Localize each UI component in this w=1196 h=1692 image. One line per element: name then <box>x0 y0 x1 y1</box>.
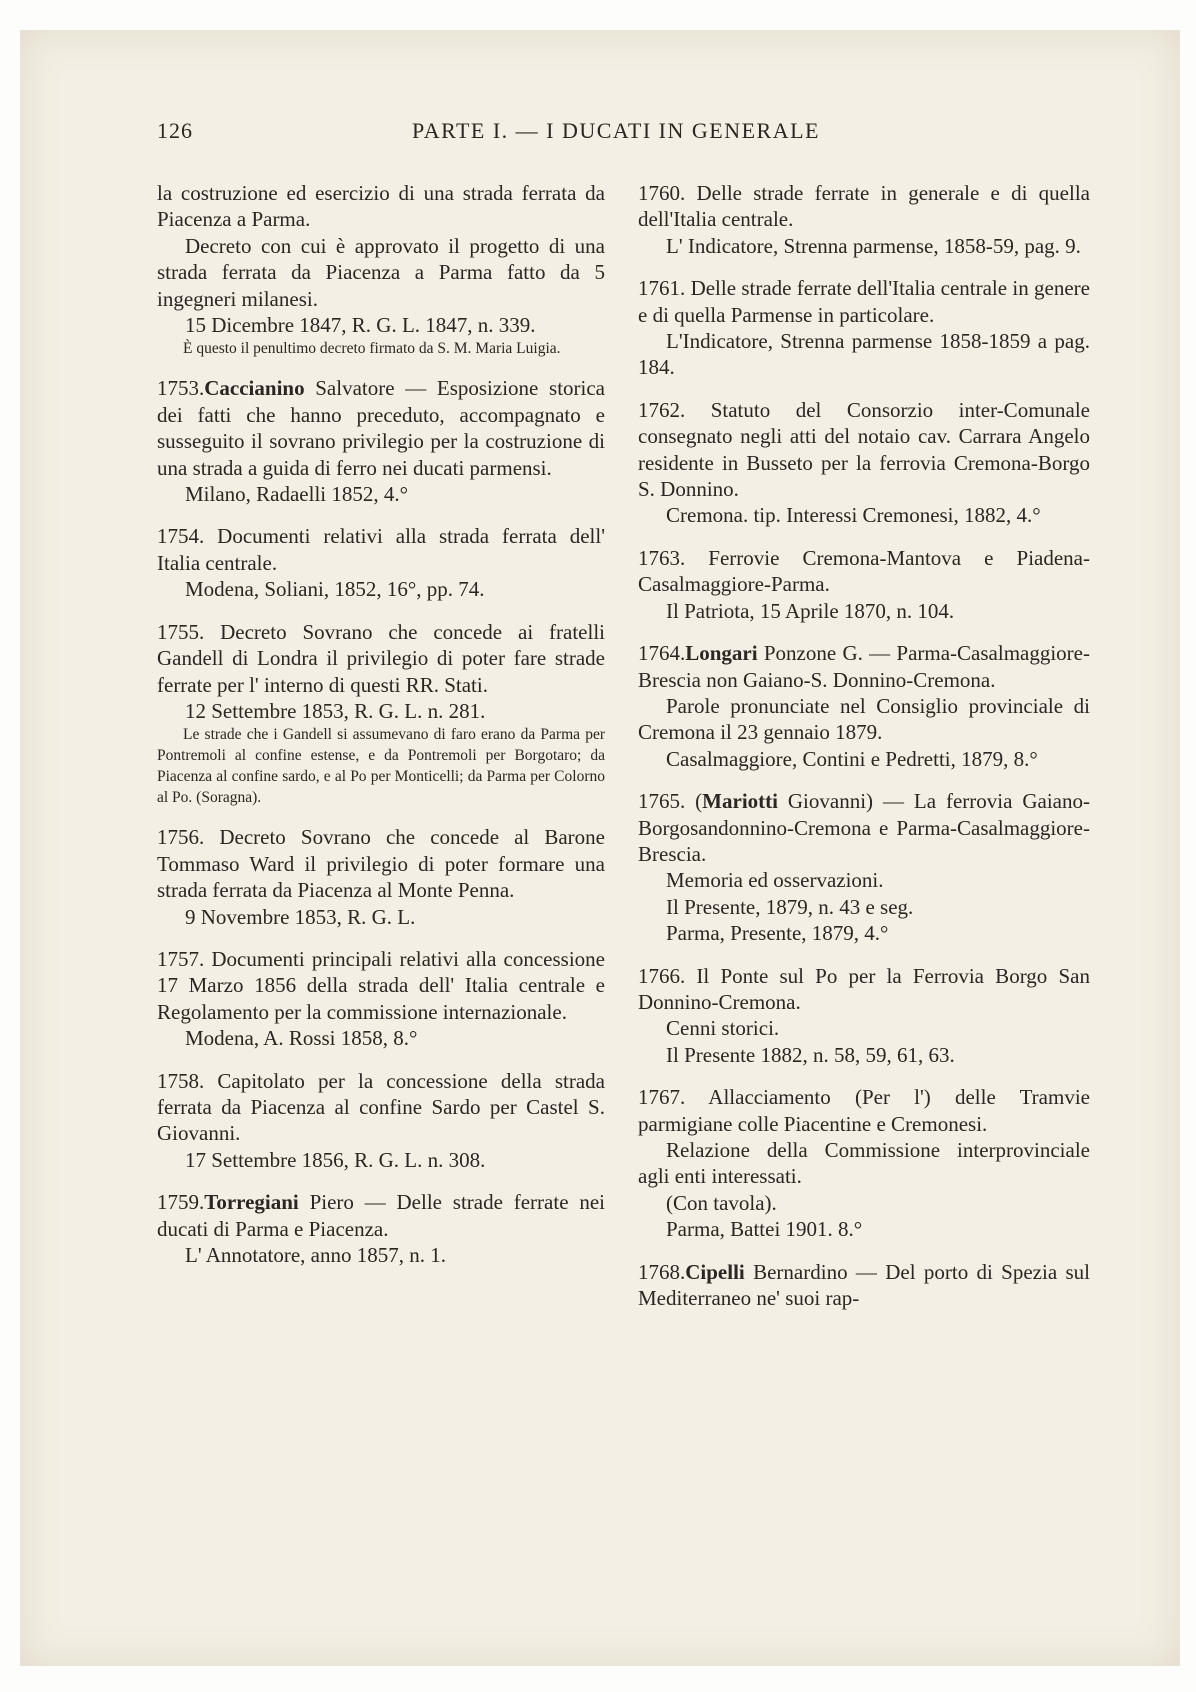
entry-imprint: Decreto con cui è approvato il progetto di una strada ferrata da Piacenza a Parma fatto da 5 ingegneri milanesi. <box>157 233 605 311</box>
entry-imprint: Il Presente 1882, n. 58, 59, 61, 63. <box>666 1042 955 1067</box>
entry-text: la costruzione ed esercizio di una strada ferrata da Piacenza a Parma. <box>157 181 605 232</box>
entry-title: Delle strade ferrate dell'Italia centrale in genere e di quella Parmense in particolare. <box>638 276 1090 327</box>
entry-author: Caccianino <box>204 376 305 401</box>
entry-note: È questo il penultimo decreto firmato da S. M. Maria Luigia. <box>183 340 561 358</box>
entry-heading <box>638 1084 1090 1137</box>
page-number: 126 <box>157 118 193 143</box>
entry-title: Ponzone G. — Parma-Casalmaggiore-Brescia non Gaiano-S. Donnino-Cremona. <box>638 641 1090 692</box>
entry-author: Torregiani <box>204 1190 299 1215</box>
entry-heading <box>157 619 605 698</box>
entry-imprint: 17 Settembre 1856, R. G. L. n. 308. <box>185 1147 486 1172</box>
entry-number: 1757. <box>157 946 205 971</box>
bibliography-entry <box>638 640 1090 772</box>
entry-author: Mariotti <box>702 789 778 814</box>
entry-title: Documenti relativi alla strada ferrata dell' Italia centrale. <box>157 524 605 575</box>
entry-imprint: 9 Novembre 1853, R. G. L. <box>185 904 416 929</box>
bibliography-entry <box>638 397 1090 529</box>
entry-heading <box>638 275 1090 328</box>
right-column <box>638 180 1090 1327</box>
entry-heading <box>638 788 1090 867</box>
entry-imprint: L' Indicatore, Strenna parmense, 1858-59, pag. 9. <box>666 233 1081 258</box>
entry-note: Le strade che i Gandell si assumevano di faro erano da Parma per Pontremoli al confine estense, e da Pontremoli per Borgotaro; da Piacenza al confine sardo, e al Po per Monticelli; da Parma per Colorno al Po. (Soragna). <box>157 726 605 807</box>
entry-imprint: 12 Settembre 1853, R. G. L. n. 281. <box>185 698 486 723</box>
entry-number: 1764. <box>638 641 686 666</box>
entry-number: 1766. <box>638 963 686 988</box>
entry-number: 1768. <box>638 1259 686 1284</box>
bibliography-entry <box>157 824 605 930</box>
entry-title: Giovanni) — La ferrovia Gaiano-Borgosandonnino-Cremona e Parma-Casalmaggiore-Brescia. <box>638 789 1090 866</box>
entry-heading <box>638 180 1090 233</box>
entry-imprint: Parma, Battei 1901. 8.° <box>666 1217 863 1242</box>
entry-imprint: Il Presente, 1879, n. 43 e seg. <box>666 894 914 919</box>
entry-imprint: Cremona. tip. Interessi Cremonesi, 1882, 4.° <box>666 503 1041 528</box>
bibliography-entry <box>638 1259 1090 1312</box>
entry-imprint: 15 Dicembre 1847, R. G. L. 1847, n. 339. <box>185 313 536 338</box>
bibliography-entry <box>157 523 605 602</box>
entry-heading <box>638 397 1090 503</box>
entry-title: Delle strade ferrate in generale e di quella dell'Italia centrale. <box>638 181 1090 232</box>
entry-heading <box>638 1259 1090 1312</box>
entry-title: Salvatore — Esposizione storica dei fatti che hanno preceduto, accompagnato e susseguito il sovrano privilegio per la costruzione di una strada a guida di ferro nei ducati parmensi. <box>157 376 605 480</box>
entry-heading <box>157 1189 605 1242</box>
entry-title: Statuto del Consorzio inter-Comunale consegnato negli atti del notaio cav. Carrara Angelo residente in Busseto per la ferrovia Cremona-Borgo S. Donnino. <box>638 397 1090 502</box>
entry-imprint: Milano, Radaelli 1852, 4.° <box>185 482 409 507</box>
bibliography-entry <box>157 375 605 507</box>
bibliography-entry <box>638 180 1090 259</box>
entry-imprint: Parma, Presente, 1879, 4.° <box>666 921 889 946</box>
entry-number: 1763. <box>638 545 686 570</box>
entry-heading <box>157 523 605 576</box>
entry-number: 1760. <box>638 181 686 205</box>
entry-title: Piero — Delle strade ferrate nei ducati di Parma e Piacenza. <box>157 1190 605 1241</box>
entry-heading <box>157 1068 605 1147</box>
entry-imprint: (Con tavola). <box>666 1190 777 1215</box>
entry-number: 1765. <box>638 789 686 814</box>
entry-title: Bernardino — Del porto di Spezia sul Mediterraneo ne' suoi rap- <box>638 1259 1090 1311</box>
entry-heading <box>157 824 605 903</box>
entry-number: 1761. <box>638 276 686 301</box>
entry-imprint: Il Patriota, 15 Aprile 1870, n. 104. <box>666 598 955 623</box>
entry-author: Cipelli <box>685 1259 745 1284</box>
entry-imprint: Memoria ed osservazioni. <box>666 868 884 893</box>
left-column <box>157 180 605 1284</box>
entry-imprint: Parole pronunciate nel Consiglio provinciale di Cremona il 23 gennaio 1879. <box>638 693 1090 745</box>
running-head: PARTE I. — I DUCATI IN GENERALE <box>412 118 820 143</box>
entry-heading <box>638 545 1090 598</box>
entry-number: 1767. <box>638 1085 686 1110</box>
bibliography-entry <box>638 1084 1090 1242</box>
bibliography-entry <box>157 1068 605 1174</box>
entry-heading <box>638 640 1090 693</box>
entry-number: 1753. <box>157 376 205 401</box>
entry-title: Capitolato per la concessione della strada ferrata da Piacenza al confine Sardo per Castel S. Giovanni. <box>157 1068 605 1146</box>
entry-imprint: Modena, A. Rossi 1858, 8.° <box>185 1026 418 1051</box>
page-header <box>157 118 857 148</box>
bibliography-entry <box>157 1189 605 1268</box>
entry-title: Allacciamento (Per l') delle Tramvie parmigiane colle Piacentine e Cremonesi. <box>638 1085 1090 1136</box>
entry-title: Decreto Sovrano che concede al Barone Tommaso Ward il privilegio di poter formare una strada ferrata da Piacenza al Monte Penna. <box>157 825 605 903</box>
bibliography-entry <box>638 963 1090 1069</box>
entry-author: Longari <box>685 641 758 666</box>
entry-heading <box>638 963 1090 1016</box>
entry-imprint: Modena, Soliani, 1852, 16°, pp. 74. <box>185 577 485 602</box>
bibliography-entry <box>638 545 1090 624</box>
bibliography-entry <box>157 946 605 1052</box>
bibliography-entry <box>638 788 1090 946</box>
bibliography-entry <box>638 275 1090 381</box>
entry-heading <box>157 946 605 1025</box>
entry-text: ( <box>685 789 703 814</box>
entry-number: 1754. <box>157 524 205 549</box>
entry-title: Il Ponte sul Po per la Ferrovia Borgo San Donnino-Cremona. <box>638 963 1090 1014</box>
entry-imprint: Casalmaggiore, Contini e Pedretti, 1879, 8.° <box>666 746 1038 771</box>
entry-number: 1756. <box>157 825 205 850</box>
entry-imprint: L'Indicatore, Strenna parmense 1858-1859 a pag. 184. <box>638 329 1090 380</box>
entry-title: Documenti principali relativi alla concessione 17 Marzo 1856 della strada dell' Italia centrale e Regolamento per la commissione internazionale. <box>157 946 605 1024</box>
bibliography-entry <box>157 619 605 809</box>
entry-title: Decreto Sovrano che concede ai fratelli Gandell di Londra il privilegio di poter fare strade ferrate per l' interno di questi RR. Stati. <box>157 619 605 697</box>
entry-imprint: Cenni storici. <box>666 1016 780 1041</box>
entry-number: 1755. <box>157 619 205 644</box>
entry-number: 1762. <box>638 397 686 422</box>
entry-heading <box>157 375 605 481</box>
entry-number: 1758. <box>157 1068 205 1093</box>
entry-title: Ferrovie Cremona-Mantova e Piadena-Casalmaggiore-Parma. <box>638 545 1090 597</box>
entry-number: 1759. <box>157 1190 205 1215</box>
bibliography-entry <box>157 180 605 359</box>
entry-imprint: Relazione della Commissione interprovinciale agli enti interessati. <box>638 1138 1090 1189</box>
entry-imprint: L' Annotatore, anno 1857, n. 1. <box>185 1243 446 1267</box>
